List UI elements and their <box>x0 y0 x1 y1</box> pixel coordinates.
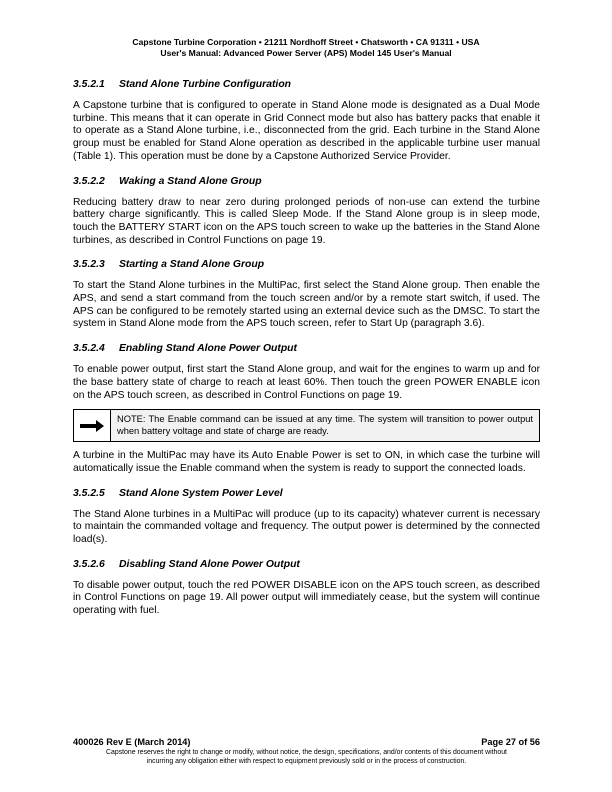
footer-doc-id: 400026 Rev E (March 2014) <box>73 737 191 747</box>
page-footer <box>73 737 540 766</box>
section-paragraph: To enable power output, first start the Stand Alone group, and wait for the engines to warm up and for the base battery state of charge to reach at least 60%. Then touch the green POWER ENABLE icon on the APS touch screen, as described in Control Functions on page 19. <box>73 364 540 401</box>
section-title: Starting a Stand Alone Group <box>119 259 265 271</box>
section-number: 3.5.2.6 <box>73 558 105 570</box>
section-paragraph-2: A turbine in the MultiPac may have its Auto Enable Power is set to ON, in which case the turbine will automatically issue the Enable command when the system is ready to support the connected loads. <box>73 450 540 474</box>
section-heading-3-5-2-1 <box>73 78 540 92</box>
section-heading-3-5-2-6 <box>73 558 540 572</box>
section-title: Stand Alone System Power Level <box>119 487 283 499</box>
section-title: Enabling Stand Alone Power Output <box>119 343 297 355</box>
section-heading-3-5-2-5 <box>73 487 540 501</box>
section-title: Stand Alone Turbine Configuration <box>119 79 292 90</box>
section-number: 3.5.2.1 <box>73 79 105 90</box>
footer-disclaimer <box>73 749 540 766</box>
section-heading-3-5-2-3 <box>73 258 540 272</box>
section-paragraph: To disable power output, touch the red POWER DISABLE icon on the APS touch screen, as described in Control Functions on page 19. All power output will immediately cease, but the system will continue operating with fuel. <box>73 579 540 617</box>
section-title: Disabling Stand Alone Power Output <box>119 558 300 570</box>
page-content <box>73 78 540 618</box>
header-manual-title: User's Manual: Advanced Power Server (APS) Model 145 User's Manual <box>160 48 452 58</box>
section-number: 3.5.2.4 <box>73 343 105 355</box>
section-title: Waking a Stand Alone Group <box>119 175 262 187</box>
section-paragraph: The Stand Alone turbines in a MultiPac will produce (up to its capacity) whatever current is necessary to maintain the commanded voltage and frequency. The output power is determined by the connected load(s). <box>73 508 540 546</box>
footer-disclaimer-line2: incurring any obligation either with respect to equipment previously sold or in the process of construction. <box>146 757 467 765</box>
section-heading-3-5-2-4 <box>73 342 540 356</box>
note-text: NOTE: The Enable command can be issued at any time. The system will transition to power output when battery voltage and state of charge are ready. <box>111 409 540 442</box>
section-paragraph: A Capstone turbine that is configured to operate in Stand Alone mode is designated as a Dual Mode turbine. This means that it can operate in Grid Connect mode but also has battery packs that enable it to operate as a Stand Alone turbine, i.e., disconnected from the grid. Each turbine in the Stand Alone group must be enabled for Stand Alone operation as described in the applicable turbine user manual (Table 1). This operation must be done by a Capstone Authorized Service Provider. <box>73 100 540 162</box>
header-address: Capstone Turbine Corporation • 21211 Nordhoff Street • Chatsworth • CA 91311 • USA <box>132 37 480 47</box>
section-paragraph: To start the Stand Alone turbines in the MultiPac, first select the Stand Alone group. Then enable the APS, and send a start command from the touch screen and/or by a remote start switch, if used. The APS can be configured to be remotely started using an external device such as the DMSC. To start the system in Stand Alone mode from the APS touch screen, refer to Start Up (paragraph 3.6). <box>73 280 540 330</box>
section-heading-3-5-2-2 <box>73 175 540 189</box>
page-header <box>0 37 612 59</box>
section-number: 3.5.2.5 <box>73 487 105 499</box>
section-number: 3.5.2.3 <box>73 259 105 271</box>
section-paragraph: Reducing battery draw to near zero during prolonged periods of non-use can extend the turbine battery charge significantly. This is called Sleep Mode. If the Stand Alone group is in sleep mode, touch the BATTERY START icon on the APS touch screen to wake up the batteries in the Stand Alone turbines, as described in Control Functions on page 19. <box>73 196 540 246</box>
note-box <box>73 409 540 442</box>
footer-disclaimer-line1: Capstone reserves the right to change or modify, without notice, the design, specifications, and/or contents of this document without <box>106 749 507 756</box>
section-number: 3.5.2.2 <box>73 175 105 187</box>
note-icon <box>73 409 111 442</box>
footer-page-number: Page 27 of 56 <box>481 737 540 747</box>
